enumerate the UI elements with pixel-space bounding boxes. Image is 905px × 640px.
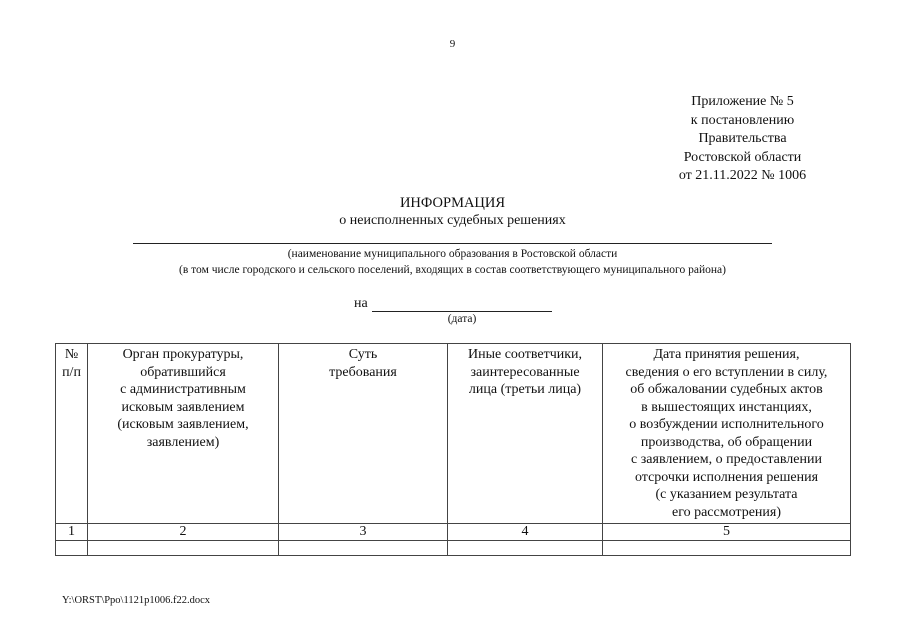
column-number: 3 xyxy=(279,524,448,541)
header-cell-number xyxy=(56,344,88,524)
appendix-line: от 21.11.2022 № 1006 xyxy=(678,168,807,183)
header-text: п/п xyxy=(62,364,81,380)
document-title: ИНФОРМАЦИЯ xyxy=(399,195,506,211)
document-subtitle: о неисполненных судебных решениях xyxy=(339,213,566,228)
page-number: 9 xyxy=(449,38,456,50)
header-text: исковым заявлением xyxy=(121,399,245,415)
column-number: 1 xyxy=(56,524,88,541)
appendix-line: к постановлению xyxy=(690,112,795,128)
column-number: 2 xyxy=(88,524,279,541)
appendix-line: Приложение № 5 xyxy=(691,94,794,109)
header-cell-claim xyxy=(279,344,448,524)
header-text: в вышестоящих инстанциях, xyxy=(641,399,812,415)
header-cell-codefendants xyxy=(448,344,603,524)
municipality-caption: (наименование муниципального образования в Ростовской области xyxy=(287,248,618,260)
table-cell xyxy=(603,541,851,556)
header-text: Дата принятия решения, xyxy=(653,347,800,362)
header-cell-prosecutor xyxy=(88,344,279,524)
header-text: с административным xyxy=(120,382,246,397)
municipality-caption-note: (в том числе городского и сельского поселений, входящих в состав соответствующего муниципального района) xyxy=(179,264,726,276)
column-number-row xyxy=(56,524,851,541)
header-text: отсрочки исполнения решения xyxy=(634,469,819,485)
table-cell xyxy=(448,541,603,556)
date-fill-line xyxy=(372,311,552,312)
appendix-line: Правительства xyxy=(698,131,787,146)
column-number: 4 xyxy=(448,524,603,541)
header-text: обратившийся xyxy=(140,364,226,380)
header-text: с заявлением, о предоставлении xyxy=(631,452,822,467)
header-text: Орган прокуратуры, xyxy=(122,347,244,362)
date-caption: (дата) xyxy=(447,313,477,325)
column-number: 5 xyxy=(603,524,851,541)
header-text: Иные соответчики, xyxy=(467,347,583,362)
as-of-label: на xyxy=(354,296,368,311)
header-text: Суть xyxy=(348,347,378,362)
header-text: о возбуждении исполнительного xyxy=(629,417,824,432)
municipality-fill-line xyxy=(133,243,772,244)
header-text: лица (третьи лица) xyxy=(468,382,582,397)
table-header-row xyxy=(56,344,851,524)
table-cell xyxy=(56,541,88,556)
header-text: (исковым заявлением, xyxy=(117,417,249,432)
header-text: производства, об обращении xyxy=(640,434,813,450)
header-text: № xyxy=(64,347,79,362)
appendix-line: Ростовской области xyxy=(683,149,802,165)
header-text: сведения о его вступлении в силу, xyxy=(625,364,828,380)
header-text: об обжаловании судебных актов xyxy=(630,382,823,397)
header-text: (с указанием результата xyxy=(655,487,798,502)
appendix-block xyxy=(645,93,840,186)
footer-file-path: Y:\ORST\Ppo\1121p1006.f22.docx xyxy=(62,595,210,606)
table-cell xyxy=(88,541,279,556)
table-cell xyxy=(279,541,448,556)
header-text: требования xyxy=(329,364,397,380)
header-text: заинтересованные xyxy=(470,364,580,380)
empty-data-row xyxy=(56,541,851,556)
header-text: его рассмотрения) xyxy=(671,504,781,520)
header-cell-decision-details xyxy=(603,344,851,524)
header-text: заявлением) xyxy=(146,434,220,450)
court-decisions-table xyxy=(55,343,851,556)
